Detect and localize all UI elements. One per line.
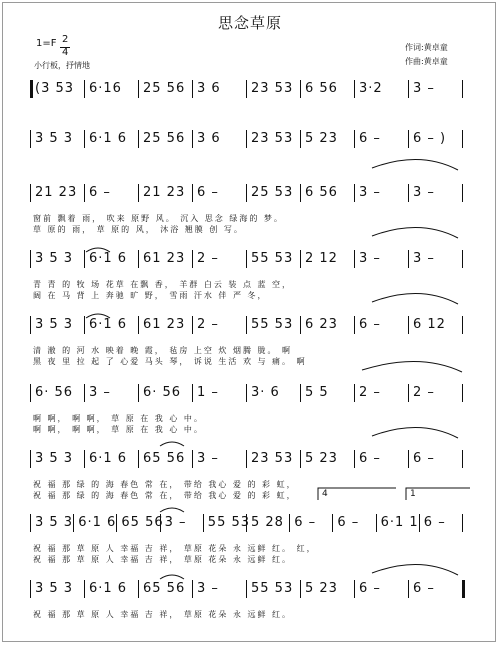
measure: 3 5 3 — [35, 451, 74, 466]
measure: 3 5 3 — [35, 317, 74, 332]
barline — [246, 80, 247, 98]
measure: 6 – — [359, 451, 381, 466]
barline — [84, 80, 85, 98]
measure: 3 6 — [197, 81, 221, 96]
barline — [192, 316, 193, 334]
measure: 21 23 — [35, 185, 78, 200]
measure: 5 5 — [305, 385, 329, 400]
measure: 55 53 — [251, 317, 294, 332]
barline — [192, 184, 193, 202]
measure: 3 6 — [197, 131, 221, 146]
barline — [30, 80, 33, 98]
barline — [246, 130, 247, 148]
measure: 25 53 — [251, 185, 294, 200]
measure: 6·1 6 — [89, 131, 128, 146]
lyric-line: 清 澈 的 河 水 映着 晚 霞， 毡房 上空 炊 烟腾 胧。 啊 — [33, 346, 293, 355]
barline — [192, 580, 193, 598]
measure: 6·1 1 — [380, 515, 419, 530]
barline — [246, 384, 247, 402]
lyric-line: 祝 福 那 草 原 人 幸福 吉 祥， 草原 花朵 永 远鲜 红。 — [33, 610, 293, 619]
measure: 3 – — [413, 251, 435, 266]
measure: 61 23 — [143, 251, 186, 266]
composer-credit: 作曲:黄卓童 — [405, 57, 448, 66]
measure: 6· 56 — [35, 385, 74, 400]
tempo-marking: 小行板，抒情地 — [34, 61, 90, 70]
measure: 6·1 6 — [89, 451, 128, 466]
barline — [408, 316, 409, 334]
barline — [354, 130, 355, 148]
barline — [246, 580, 247, 598]
measure: 25 56 — [143, 81, 186, 96]
measure: 3 – — [164, 515, 187, 530]
measure: 65 56 — [121, 515, 164, 530]
barline — [138, 384, 139, 402]
measure: 55 53 — [251, 251, 294, 266]
measure: 3· 6 — [251, 385, 280, 400]
measure: 6·16 — [89, 81, 122, 96]
measure: 23 53 — [251, 451, 294, 466]
lyric-line: 祝 福 那 草 原 人 幸福 吉 祥， 草原 花朵 永 远鲜 红。 — [33, 555, 293, 564]
barline — [462, 80, 463, 98]
measure: 6 – ) — [413, 131, 447, 146]
measure: 6·1 6 — [78, 515, 117, 530]
barline — [408, 184, 409, 202]
measure: 3 – — [413, 81, 435, 96]
barline — [408, 580, 409, 598]
measure: 5 23 — [305, 131, 338, 146]
measure: 3 – — [359, 251, 381, 266]
lyric-line: 青 青 的 牧 场 花草 在飘 香， 羊群 白云 装 点 蓝 空， — [33, 280, 293, 289]
barline — [408, 130, 409, 148]
measure: 6 56 — [305, 81, 338, 96]
barline — [138, 250, 139, 268]
measure: 5 23 — [305, 581, 338, 596]
volta-first: 4 — [322, 489, 328, 499]
lyric-line: 啊 啊， 啊 啊， 草 原 在 我 心 中。 — [33, 414, 204, 423]
barline — [246, 316, 247, 334]
volta-second: 1 — [410, 489, 416, 499]
barline — [462, 450, 463, 468]
barline — [354, 384, 355, 402]
barline — [354, 580, 355, 598]
measure: 65 56 — [143, 451, 186, 466]
measure: 1 – — [197, 385, 219, 400]
measure: 3 – — [89, 385, 111, 400]
barline — [408, 250, 409, 268]
barline — [462, 250, 463, 268]
barline — [300, 250, 301, 268]
measure: 25 56 — [143, 131, 186, 146]
barline — [84, 184, 85, 202]
lyric-line: 黑 夜 里 拉 起 了 心爱 马头 琴， 诉说 生活 欢 与 痛。 啊 — [33, 357, 307, 366]
measure: 6 – — [337, 515, 360, 530]
measure: 3 5 3 — [35, 581, 74, 596]
measure: 6 – — [413, 581, 435, 596]
barline — [408, 450, 409, 468]
barline — [84, 580, 85, 598]
barline — [138, 80, 139, 98]
barline — [116, 514, 117, 532]
measure: 6 – — [359, 317, 381, 332]
barline — [462, 384, 463, 402]
barline — [462, 580, 465, 598]
barline — [376, 514, 377, 532]
measure: 6 23 — [305, 317, 338, 332]
barline — [138, 316, 139, 334]
key-signature: 1=F — [36, 38, 57, 49]
barline — [408, 80, 409, 98]
lyric-line: 祝 福 那 绿 的 海 春色 常 在， 带给 我心 爱 的 彩 虹， — [33, 480, 297, 489]
measure: 23 53 — [251, 81, 294, 96]
time-signature-bottom: 4 — [62, 47, 69, 58]
measure: 6 12 — [413, 317, 446, 332]
measure: 55 53 — [251, 581, 294, 596]
time-signature-top: 2 — [62, 34, 69, 45]
barline — [462, 184, 463, 202]
barline — [30, 450, 31, 468]
barline — [246, 184, 247, 202]
measure: 2 – — [197, 317, 219, 332]
barline — [300, 384, 301, 402]
barline — [192, 250, 193, 268]
barline — [30, 250, 31, 268]
barline — [246, 450, 247, 468]
measure: 6·1 6 — [89, 581, 128, 596]
barline — [138, 580, 139, 598]
measure: 55 53 — [207, 515, 251, 530]
barline — [192, 450, 193, 468]
measure: 3 – — [197, 581, 219, 596]
measure: 3 5 3 — [35, 131, 74, 146]
lyric-line: 阔 在 马 背 上 奔驰 旷 野， 雪雨 汗水 伴 严 冬， — [33, 291, 268, 300]
barline — [192, 80, 193, 98]
barline — [332, 514, 333, 532]
lyric-line: 祝 福 那 草 原 人 幸福 吉 祥， 草原 花朵 永 远鲜 红。 红， — [33, 544, 317, 553]
measure: 3·2 — [359, 81, 383, 96]
barline — [84, 316, 85, 334]
measure: 3 5 3 — [35, 251, 74, 266]
barline — [300, 580, 301, 598]
measure: 5 28 — [251, 515, 284, 530]
barline — [246, 250, 247, 268]
barline — [354, 184, 355, 202]
barline — [192, 384, 193, 402]
barline — [30, 316, 31, 334]
measure: 6·1 6 — [89, 251, 128, 266]
barline — [300, 130, 301, 148]
lyric-line: 啊 啊， 啊 啊， 草 原 在 我 心 中。 — [33, 425, 204, 434]
measure: 6· 56 — [143, 385, 182, 400]
lyric-line: 窗前 飘着 雨， 吹来 原野 风。 沉入 思念 绿海的 梦。 — [33, 214, 284, 223]
barline — [300, 184, 301, 202]
barline — [160, 514, 161, 532]
barline — [84, 450, 85, 468]
measure: 6 – — [294, 515, 317, 530]
measure: 6 – — [359, 581, 381, 596]
barline — [203, 514, 204, 532]
barline — [84, 384, 85, 402]
measure: 3 – — [413, 185, 435, 200]
barline — [354, 80, 355, 98]
barline — [30, 184, 31, 202]
lyricist-credit: 作词:黄卓童 — [405, 43, 448, 52]
barline — [30, 130, 31, 148]
barline — [300, 80, 301, 98]
barline — [462, 316, 463, 334]
barline — [300, 316, 301, 334]
barline — [73, 514, 74, 532]
measure: 6 56 — [305, 185, 338, 200]
barline — [84, 250, 85, 268]
measure: 6 – — [359, 131, 381, 146]
measure: 61 23 — [143, 317, 186, 332]
barline — [462, 514, 463, 532]
measure: 3 – — [359, 185, 381, 200]
measure: 3 – — [197, 451, 219, 466]
measure: 6·1 6 — [89, 317, 128, 332]
measure: 6 – — [423, 515, 446, 530]
lyric-line: 草 原的 雨， 草 原的 风， 沐浴 翘膜 创 写。 — [33, 225, 244, 234]
song-title: 思念草原 — [217, 14, 282, 32]
measure: 6 – — [89, 185, 111, 200]
barline — [30, 580, 31, 598]
barline — [462, 130, 463, 148]
barline — [30, 514, 31, 532]
barline — [84, 130, 85, 148]
barline — [354, 250, 355, 268]
measure: 65 56 — [143, 581, 186, 596]
barline — [246, 514, 247, 532]
measure: 3 5 3 — [35, 515, 74, 530]
barline — [138, 130, 139, 148]
measure: 2 12 — [305, 251, 338, 266]
barline — [192, 130, 193, 148]
barline — [408, 384, 409, 402]
barline — [354, 450, 355, 468]
measure: 6 – — [413, 451, 435, 466]
lyric-line: 祝 福 那 绿 的 海 春色 常 在， 带给 我心 爱 的 彩 虹， — [33, 491, 297, 500]
barline — [300, 450, 301, 468]
measure: 6 – — [197, 185, 219, 200]
barline — [289, 514, 290, 532]
measure: 2 – — [359, 385, 381, 400]
barline — [419, 514, 420, 532]
measure: 2 – — [197, 251, 219, 266]
barline — [30, 384, 31, 402]
measure: 23 53 — [251, 131, 294, 146]
barline — [354, 316, 355, 334]
barline — [138, 184, 139, 202]
measure: 5 23 — [305, 451, 338, 466]
measure: (3 53 — [35, 81, 75, 96]
measure: 2 – — [413, 385, 435, 400]
measure: 21 23 — [143, 185, 186, 200]
barline — [138, 450, 139, 468]
